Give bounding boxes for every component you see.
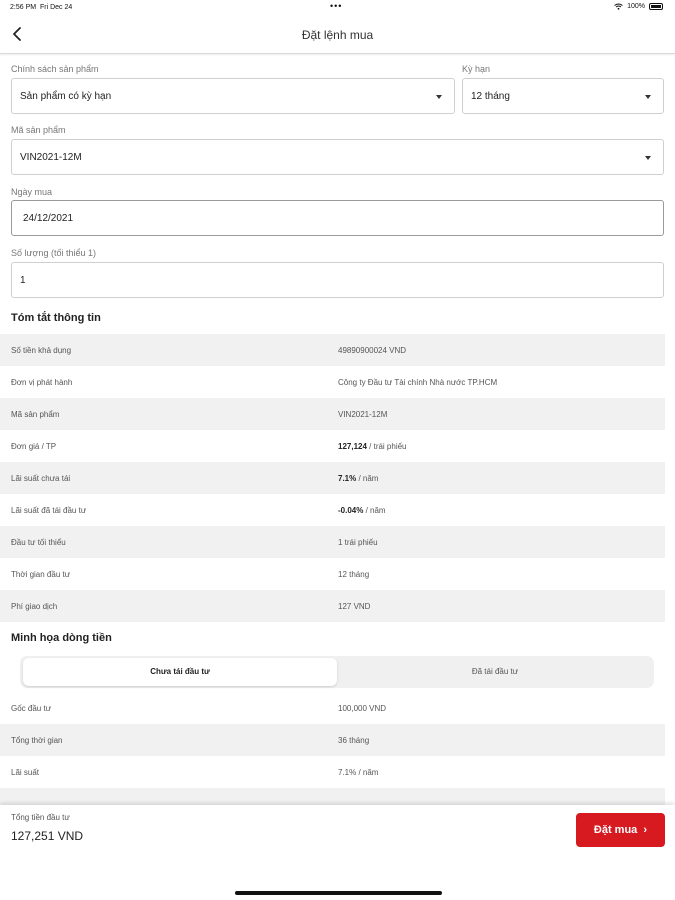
term-label: Kỳ hạn [462, 64, 491, 74]
quantity-input[interactable] [11, 262, 664, 298]
table-row [0, 526, 665, 558]
buy-button-label: Đặt mua [593, 824, 638, 836]
total-value: 127,251 VND [11, 829, 84, 843]
row-key: Tổng thời gian [11, 736, 63, 745]
table-row [0, 494, 665, 526]
row-key: Gốc đầu tư [11, 704, 52, 713]
row-value: VIN2021-12M [338, 410, 388, 419]
row-value: 7.1% / năm [338, 474, 379, 483]
row-key: Phí giao dịch [11, 602, 58, 611]
table-row [0, 724, 665, 756]
chevron-right-icon: › [640, 824, 648, 836]
quantity-value: 1 [20, 274, 26, 286]
row-key: Thời gian đầu tư [11, 570, 71, 579]
row-key: Lãi suất đã tái đầu tư [11, 506, 87, 515]
row-key: Đơn vị phát hành [11, 378, 73, 387]
row-key: Lãi suất chưa tái [11, 474, 71, 483]
cashflow-tabs [20, 656, 654, 688]
wifi-icon [614, 3, 623, 10]
row-key: Đơn giá / TP [11, 442, 57, 451]
chevron-down-icon [645, 156, 651, 160]
product-code-select[interactable] [11, 139, 664, 175]
page-title: Đặt lệnh mua [301, 28, 374, 42]
nav-bar [0, 16, 675, 54]
row-value: -0.04% / năm [338, 506, 386, 515]
term-value: 12 tháng [471, 90, 510, 102]
status-time: 2:56 PM Fri Dec 24 [10, 4, 73, 11]
row-key: Số tiền khả dụng [11, 346, 72, 355]
row-value: 100,000 VND [338, 704, 387, 713]
row-value: 127,124 / trái phiếu [338, 442, 407, 451]
policy-label: Chính sách sản phẩm [11, 64, 99, 74]
row-key: Mã sản phẩm [11, 410, 60, 419]
table-row [0, 692, 665, 724]
policy-select[interactable] [11, 78, 455, 114]
product-code-value: VIN2021-12M [20, 151, 82, 163]
row-value: 36 tháng [338, 736, 370, 745]
product-code-label: Mã sản phẩm [11, 125, 66, 135]
buy-date-field[interactable] [11, 200, 664, 236]
multitask-dots[interactable]: ••• [330, 1, 343, 11]
row-value: 49890900024 VND [338, 346, 407, 355]
row-value: 7.1% / năm [338, 768, 379, 777]
table-row [0, 366, 665, 398]
row-value: Công ty Đầu tư Tài chính Nhà nước TP.HCM [338, 378, 498, 387]
table-row [0, 398, 665, 430]
summary-table [0, 334, 665, 622]
table-row [0, 756, 665, 788]
order-footer [0, 805, 675, 900]
term-select[interactable] [462, 78, 664, 114]
status-indicators [614, 3, 663, 10]
table-row [0, 430, 665, 462]
table-row [0, 334, 665, 366]
row-key: Đầu tư tối thiểu [11, 538, 66, 547]
table-row [0, 590, 665, 622]
tab-reinvested[interactable]: Đã tái đầu tư [471, 667, 519, 676]
quantity-label: Số lượng (tối thiểu 1) [11, 248, 96, 258]
row-key: Lãi suất [11, 768, 40, 777]
cashflow-title: Minh họa dòng tiền [11, 632, 112, 644]
row-value: 127 VND [338, 602, 371, 611]
total-label: Tổng tiền đầu tư [11, 813, 70, 822]
buy-date-value: 24/12/2021 [23, 212, 74, 224]
battery-percent: 100% [627, 3, 645, 10]
status-bar [0, 0, 675, 16]
policy-value: Sản phẩm có kỳ hạn [20, 90, 112, 102]
table-row [0, 462, 665, 494]
buy-button[interactable] [576, 813, 665, 847]
tab-not-reinvested[interactable]: Chưa tái đầu tư [23, 658, 337, 686]
buy-date-label: Ngày mua [11, 187, 53, 197]
row-value: 12 tháng [338, 570, 370, 579]
row-value: 1 trái phiếu [338, 538, 378, 547]
table-row [0, 558, 665, 590]
home-indicator[interactable] [235, 891, 442, 895]
chevron-down-icon [645, 95, 651, 99]
cashflow-table [0, 692, 665, 820]
chevron-down-icon [436, 95, 442, 99]
battery-icon [649, 3, 663, 10]
summary-title: Tóm tắt thông tin [11, 312, 101, 324]
